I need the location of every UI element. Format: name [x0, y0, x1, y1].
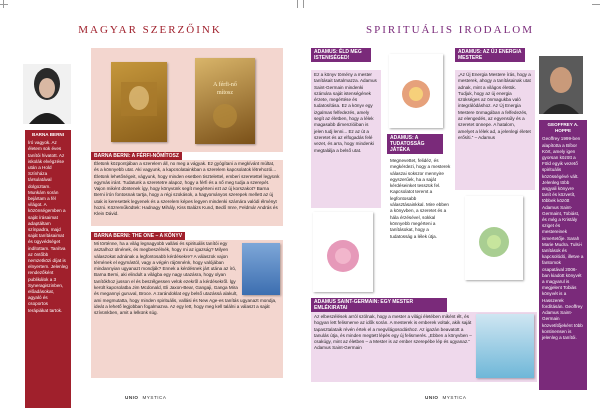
- book-cover-small: [242, 243, 280, 295]
- svg-text:mítosz: mítosz: [217, 90, 233, 96]
- author-bio: Író vagyok. Az életem sok éves tanítói hivatott. Az iskolák elvégzése után a Hold Színháza társulatával dolgoztam. Munkám során bejártam a fél világot. A közönségemben a saját írásaimat adaptáltam színpadra, majd saját tanításaimat és ügyvédséget indítottam. Tanítva az öntőbb nemzetközi díjat is elnyertem. Jelenleg rendezőként publikálok a 3 Syneragiszinben, előadásokat, agyaló és csoportos terápiákat tartok.: [28, 140, 68, 313]
- right-page: [305, 6, 595, 408]
- section-title: SPIRITUÁLIS IRODALOM: [365, 24, 535, 36]
- book-description-text: Ez a könyv tömény a mester tanításait tartalmazza. Adamus Saint-Germain mindenki számára saját istenségének érzete, megértése és tudatosítása. Ez a könyv egy izgalmas felfedezés, amely segít az életben, hogy a lélek magasabb dimenzióiban is jelen tudj lenni... Ez az út a szeretet és az elfogadás felé vezet, és arra, hogy mindenki megtalálja a belső utat.: [314, 72, 377, 153]
- footer-brand: UNIO: [125, 395, 139, 400]
- author-name: GEOFFREY A. HOPPE: [547, 122, 579, 134]
- crop-mark: [592, 4, 600, 5]
- book-header: BARNA BERNI: THE ONE – A KÖNYV: [91, 232, 185, 240]
- book-description-text: Mi történne, ha a világ legnagyobb vallási és spirituális tanítói egy asztalhoz ülnének, és megbeszélnék, hogy mi az igazság? Milyen válaszokat adnának a legfontosabb kérdésekre? A válaszok vajon térnének el egymástól, vagy a végén rájönnénk, hogy valójában mindannyian ugyanazt mondják? Ennek a kérdésnek járt utána az író, Barna Berni, aki elindult a világba egy nagy utazásra, hogy olyan tanítókhoz jusson el és beszélgessen velük ezekről a kérdésekről. Így került kapcsolatba Jim Mcdonald, Eli Jaxon-Bear, Gangaji, Ganga Mira és megannyi guruval, Broce. A zarándoklat egy belső utazássá alakult, ami megmutatta, hogy minden spirituális, vallási és New Age-es tanítás ugyanazt mondja, ideát a lehető legjobban fogalmazva. Az egy lett, hogy meg kell találni a választ a saját szívünkben, amit a lelkünk súg.: [94, 241, 277, 316]
- author-photo: [539, 56, 583, 114]
- book-description: [311, 312, 537, 382]
- book-cover-uj-energia: [465, 196, 523, 280]
- book-description: [91, 160, 283, 226]
- book-header: ADAMUS: ÉLD MEG ISTENISÉGED!: [311, 48, 371, 62]
- footer: [125, 395, 166, 400]
- book-description-text: Megnevettet, felidéz, és megkérdezi, hogy a mesterek válaszai sokszor mennyire egyszerűek, ha a saját kérdéseinket tesszük fel. Kapcsolatot teremt a legfontosabb választásainkkal. Mire ebben a könyvben, a szeretet és a hála érzésével, sokkal könnyebb megérteni a tanításokat, hogy a tudatosság a lélek útja.: [390, 158, 451, 239]
- crop-mark: [297, 0, 298, 8]
- footer-sub: MYSTICA: [442, 395, 467, 400]
- book-description: [311, 70, 381, 208]
- book-header: BARNA BERNI: A FÉRFI-NŐMÍTOSZ: [91, 152, 182, 160]
- crop-mark: [0, 4, 8, 5]
- book-header: ADAMUS SAINT-GERMAIN: EGY MESTER EMLÉKIRATAI: [311, 298, 447, 312]
- author-bio: Geoffrey 1999-ben alapította a Bíbor Kört, amely igen gyorsan között a Föld egyik vezető spirituális közösségévé vált. Jelenleg több angyali könyvre tanít és közvetít, többek között Adamus Saint-Germaint, Tobiást, és még a Kristály sziget és mestereinek ismertetője. Sarah Marie Mudra. Tulsi-i tanítások és kapcsolódó, illetve a fantomok csapatával 2006-ban kiadott könyvét a magyarul is megjelent Tobiás könyvét is a Hasszerek fordításán. Geoffrey Adamus Saint-Germain közvetítőjeként több kontinensen is jelenleg a tanítói.: [542, 136, 584, 340]
- footer: [425, 395, 466, 400]
- book-header: ADAMUS: A TUDATOSSÁG JÁTÉKA: [387, 134, 443, 154]
- svg-text:A férfi-nő: A férfi-nő: [213, 82, 237, 88]
- author-photo: [23, 64, 71, 124]
- book-description-text: „Az Új Energia Mestere írás, hogy a mesterek, ahogy a tanításainak utat adnak, mint a világos életük. Tudjuk, hogy az új energia szükséges az önmagukba való integrálódáshoz. Az Új Energia Mestere önmagában a felfedezés, az elengedés, az egyensúly és a szeretet ünnepe. A hatalom, amelyet a lélek ad, a jelenlegi életet erősíti.” – Adamus: [458, 72, 531, 140]
- section-title: MAGYAR SZERZŐINK: [78, 24, 222, 36]
- author-sidebar: [539, 120, 587, 390]
- book-cover-ferfi-nomitosz: [111, 62, 167, 142]
- book-description: [387, 156, 455, 294]
- footer-brand: UNIO: [425, 395, 439, 400]
- book-description: [91, 240, 283, 378]
- book-cover-the-one: [195, 58, 255, 144]
- book-cover-emlekiratai: [476, 314, 534, 378]
- book-header: ADAMUS: AZ ÚJ ENERGIA MESTERE: [455, 48, 525, 62]
- book-description-text: Életünk központjában a szerelem áll, no meg a vágyak. Ez gyógítani a megkívánt múltat, és a könnyebb utat. Aki vagyunk, a kapcsolatainkban a szerelem kapcsolatok létrehozói... Életünk lehetőségeit, vágyunk, hogy minden esetben tisztelettel, emberi szeretettel legyünk egymás iránt. Tudatunk a szeretetre alapoz, hogy a férfi és a nő meg tudja a szerepét. Vajon miként döntenek így, hogy könyvünk segít megérteni ezt az új korszakot? Barna Berni írón fontosnak tartja, hogy a régi szokások, a hagyományos szerepek mellett az új utak is keresettek legyenek és a szerelem képes legyen mindenki számára valódi élményt hozni. Közreműködtek: Hadnagy Mihály, Kiss Balázs Kund, Bedő Imre, Feldmár András és Klein Dávid.: [94, 161, 280, 217]
- left-page: [5, 6, 295, 408]
- author-name: BARNA BERNI: [32, 132, 64, 137]
- crop-mark: [303, 0, 304, 8]
- book-cover-tudatossag: [313, 212, 373, 292]
- book-cover-eld-meg: [389, 54, 443, 128]
- footer-sub: MYSTICA: [142, 395, 167, 400]
- author-sidebar: [25, 130, 71, 408]
- book-description: [455, 70, 535, 190]
- book-description-text: Az elbeszélések arról szólnak, hogy a mester a világi életében miként élt, és hogyan lett felismerve az idők során. A mesterek is emberek voltak, akik saját tapasztalataik révén értek el a megvilágosodáshoz. Az igazán beavatott a tanulás útja, és minden megtett lépés egy új felismerés. „Ebben a könyvben – csakúgy, mint az életben – a Mester is az ember szerepébe lép és ugyanaz.” Adamus Saint-Germain: [314, 314, 472, 351]
